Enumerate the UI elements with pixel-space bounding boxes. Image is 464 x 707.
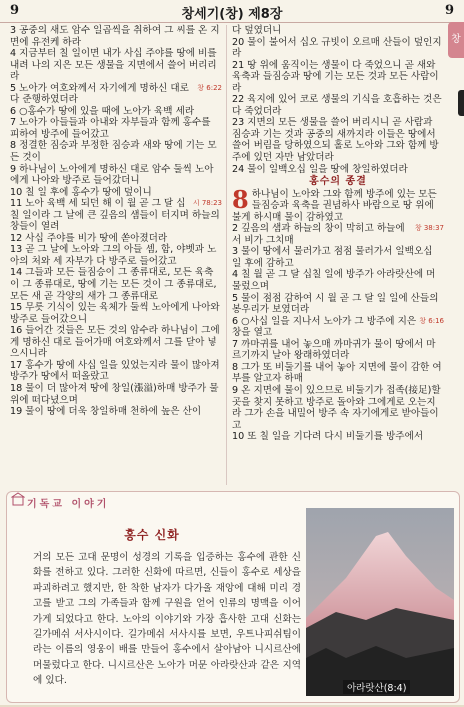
page-number-left: 9 [10,3,20,18]
verse [232,431,444,443]
verse-text: 8 정결한 짐승과 부정한 짐승과 새와 땅에 기는 모든 것이 [10,140,217,164]
photo-caption: 아라랏산(8:4) [343,680,410,694]
verse [232,316,444,339]
verse [232,117,444,163]
verse-text: 6 ○사십 일을 지나서 노아가 그 방주에 지은 창을 열고 [232,315,417,339]
verse [10,140,222,163]
verse [10,325,222,360]
verse-text: 5 노아가 여호와께서 자기에게 명하신 대로 다 준행하였더라 [10,82,189,106]
box-body: 거의 모든 고대 문명이 성경의 기록을 입증하는 홍수에 관한 신화를 전하고 있다. 그러한 신화에 따르면, 신들이 홍수로 세상을 파괴하려고 했지만, 한 착한 남자가 다가올 재앙에 대해 미리 경고를 받고 그의 가족들과 함께 구원을 얻어 인류의 명맥을 이어가게 되었다고 한다. 노아의 이야기와 가장 흡사한 고대 신화는 길가메쉬 서사시이다. 길가메쉬 서사시를 보면, 우트나피쉬팀이라는 이름의 영웅이 배를 만들어 홍수에서 살아남아 니시르산에 머물렀다고 한다. 니시르산은 노아가 머문 아라랏산과 같은 지역에 있다. [33,552,301,687]
verse-text: 12 사십 주야를 비가 땅에 쏟아졌더라 [10,232,168,244]
verse [10,117,222,140]
right-column [232,25,444,443]
chapter-8-block [232,184,444,443]
verse-text: 19 물이 땅에 더욱 창일하매 천하에 높은 산이 [10,406,202,418]
scripture-columns [10,25,444,488]
verse [10,244,222,267]
right-column-verses-ch8 [232,184,444,443]
column-divider [226,25,227,485]
verse-text: 4 지금부터 칠 일이면 내가 사십 주야를 땅에 비를 내려 나의 지은 모든 생물을 지면에서 쓸어 버리리라 [10,48,217,83]
verse [10,83,222,106]
book-index-tab[interactable]: 창 [448,22,464,58]
verse [232,164,444,176]
verse-text: 6 ○홍수가 땅에 있을 때에 노아가 육백 세라 [10,105,195,117]
cross-reference[interactable]: 창 38:37 [414,224,444,233]
verse-text: 10 또 칠 일을 기다려 다시 비둘기를 방주에서 [232,431,424,443]
cross-reference[interactable]: 시 78:23 [192,199,222,208]
verse [232,362,444,385]
verse-text: 17 홍수가 땅에 사십 일을 있었는지라 물이 많아져 방주가 땅에서 떠올랐고 [10,359,220,383]
verse-text: 15 무릇 기식이 있는 육체가 둘씩 노아에게 나아와 방주로 들어갔으니 [10,302,220,325]
verse [10,164,222,187]
verse-text: 7 까마귀를 내어 놓으매 까마귀가 물이 땅에서 마르기까지 날아 왕래하였더라 [232,338,436,362]
cross-reference[interactable]: 창 6:16 [419,316,444,325]
verse [232,293,444,316]
verse-text: 22 육지에 있어 코로 생물의 기식을 호흡하는 것은 다 죽었더라 [232,94,442,117]
verse-text: 8 그가 또 비둘기를 내어 놓아 지면에 물이 감한 여부를 알고자 하매 [232,361,442,385]
verse-text: 16 들어간 것들은 모든 것의 암수라 하나님이 그에게 명하신 대로 들어가매 여호와께서 그를 닫아 넣으시니라 [10,325,220,360]
verse-text: 10 칠 일 후에 홍수가 땅에 덮이니 [10,186,152,198]
verse-text: 다 덮였더니 [232,25,282,36]
right-column-verses-ch7 [232,25,444,175]
verse [10,106,222,118]
verse-text: 20 물이 불어서 십오 규빗이 오르매 산들이 덮인지라 [232,36,442,60]
verse [10,187,222,199]
verse-text: 3 물이 땅에서 물러가고 점점 물러가서 일백오십 일 후에 감하고 [232,246,433,269]
building-icon [11,492,25,506]
running-title: 창세기(창) 제8장 [181,7,283,22]
verse-text: 3 공중의 새도 암수 일곱씩을 취하여 그 씨를 온 지면에 유전케 하라 [10,25,220,48]
verse [10,233,222,245]
verse [10,267,222,302]
verse-text: 9 온 지면에 물이 있으므로 비둘기가 접족(接足)할 곳을 찾지 못하고 방주로 돌아와 그에게로 오는지라 그가 손을 내밀어 방주 속 자기에게로 받아들이고 [232,384,441,431]
verse [232,94,444,117]
verse [10,302,222,325]
verse [232,269,444,292]
verse [232,246,444,269]
verse [10,25,222,48]
verse-text: 하나님이 노아와 그와 함께 방주에 있는 모든 들짐승과 육축을 권념하사 바람으로 땅 위에 불게 하시매 물이 감하였고 [232,188,437,223]
box-label: 기독교 이야기 [27,499,110,510]
verse-text: 14 그들과 모든 들짐승이 그 종류대로, 모든 육축이 그 종류대로, 땅에 기는 모든 것이 그 종류대로, 모든 새 곧 각양의 새가 그 종류대로 [10,267,217,302]
verse [232,385,444,431]
verse [232,184,444,224]
verse-text: 11 노아 육백 세 되던 해 이 월 곧 그 달 십칠 일이라 그 날에 큰 깊음의 샘들이 터지며 하늘의 창들이 열려 [10,198,220,233]
verse-text: 2 깊음의 샘과 하늘의 창이 막히고 하늘에서 비가 그치매 [232,223,405,246]
verse-text: 7 노아가 아들들과 아내와 자부들과 함께 홍수를 피하여 방주에 들어갔고 [10,117,211,140]
verse [10,198,222,233]
cross-reference[interactable]: 창 6:22 [197,83,222,92]
verse [232,223,444,246]
verse-text: 13 곧 그 날에 노아와 그의 아들 셈, 함, 야벳과 노아의 처와 세 자부가 다 방주로 들어갔고 [10,244,217,267]
box-title: 홍수 신화 [124,528,180,542]
page-header [0,0,464,23]
verse-text: 18 물이 더 많아져 땅에 창일(漲溢)하매 방주가 물 위에 떠다녔으며 [10,382,219,406]
verse [10,406,222,418]
page-number-right: 9 [444,3,454,18]
chapter-number: 8 [232,184,249,214]
sidebar-box-flood-myth [6,491,460,703]
verse-text: 23 지면의 모든 생물을 쓸어 버리시니 곧 사람과 짐승과 기는 것과 공중의 새까지라 이들은 땅에서 쓸어 버림을 당하였으되 홀로 노아와 그와 함께 방주에 있던 자만 남았더라 [232,117,439,164]
verse-text: 5 물이 점점 감하여 시 월 곧 그 달 일 일에 산들의 봉우리가 보였더라 [232,292,439,316]
mount-ararat-photo [306,508,454,696]
verse-text: 21 땅 위에 움직이는 생물이 다 죽었으니 곧 새와 육축과 들짐승과 땅에 기는 모든 것과 모든 사람이라 [232,59,439,94]
left-column [10,25,222,418]
verse [10,48,222,83]
verse [10,383,222,406]
verse [232,25,444,37]
thumb-index-marker [458,90,464,116]
verse-text: 4 칠 월 곧 그 달 십칠 일에 방주가 아라랏산에 머물렀으며 [232,269,436,293]
verse [232,339,444,362]
verse [232,37,444,60]
verse-text: 9 하나님이 노아에게 명하신 대로 암수 둘씩 노아에게 나아와 방주로 들어갔더니 [10,163,214,187]
verse [10,360,222,383]
verse [232,60,444,95]
section-heading: 홍수의 종결 [309,176,367,188]
verse-text: 24 물이 일백오십 일을 땅에 창일하였더라 [232,163,408,175]
